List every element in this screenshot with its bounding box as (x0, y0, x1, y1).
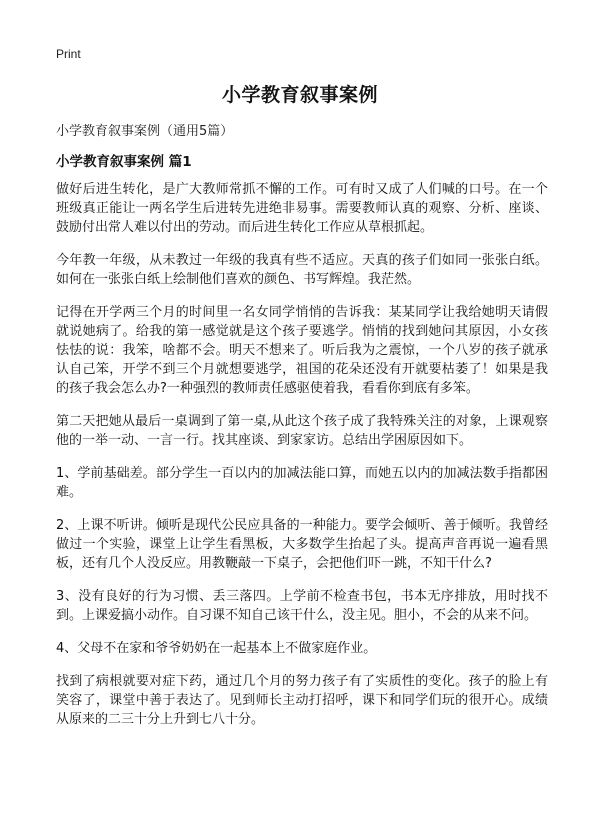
section-heading: 小学教育叙事案例 篇1 (56, 154, 192, 170)
paragraph: 3、没有良好的行为习惯、丢三落四。上学前不检查书包，书本无序排放，用时找不到。上课爱搞小动作。自习课不知自己该干什么，没主见。胆小，不会的从来不问。 (56, 589, 548, 623)
article-body (56, 180, 548, 743)
paragraph: 第二天把她从最后一桌调到了第一桌,从此这个孩子成了我特殊关注的对象，上课观察他的一举一动、一言一行。找其座谈、到家家访。总结出学困原因如下。 (56, 414, 548, 448)
document-subtitle: 小学教育叙事案例（通用5篇） (56, 124, 234, 139)
paragraph: 做好后进生转化，是广大教师常抓不懈的工作。可有时又成了人们喊的口号。在一个班级真正能让一两名学生后进转先进绝非易事。需要教师认真的观察、分析、座谈、鼓励付出常人难以付出的劳动。而后进生转化工作应从草根抓起。 (56, 182, 548, 235)
paragraph: 4、父母不在家和爷爷奶奶在一起基本上不做家庭作业。 (56, 641, 377, 656)
paragraph: 2、上课不听讲。倾听是现代公民应具备的一种能力。要学会倾听、善于倾听。我曾经做过一个实验，课堂上让学生看黑板，大多数学生抬起了头。提高声音再说一遍看黑板，还有几个人没反应。用教鞭敲一下桌子，会把他们吓一跳，不知干什么? (56, 518, 548, 571)
paragraph: 今年教一年级，从未教过一年级的我真有些不适应。天真的孩子们如同一张张白纸。如何在一张张白纸上绘制他们喜欢的颜色、书写辉煌。我茫然。 (56, 253, 548, 287)
paragraph: 1、学前基础差。部分学生一百以内的加减法能口算，而她五以内的加减法数手指都困难。 (56, 466, 548, 500)
page-title: 小学教育叙事案例 (221, 84, 378, 106)
print-link[interactable]: Print (56, 47, 81, 61)
paragraph: 记得在开学两三个月的时间里一名女同学悄悄的告诉我：某某同学让我给她明天请假就说她病了。给我的第一感觉就是这个孩子要逃学。悄悄的找到她问其原因，小女孩怯怯的说：我笨，啥都不会。明天不想来了。听后我为之震惊，一个八岁的孩子就承认自己笨，开学不到三个月就想要逃学，祖国的花朵还没有开就要枯萎了！如果是我的孩子我会怎么办?一种强烈的教师责任感驱使着我，看看你到底有多笨。 (56, 305, 548, 396)
paragraph: 找到了病根就要对症下药，通过几个月的努力孩子有了实质性的变化。孩子的脸上有笑容了，课堂中善于表达了。见到师长主动打招呼，课下和同学们玩的很开心。成绩从原来的二三十分上升到七八十分。 (56, 674, 548, 727)
